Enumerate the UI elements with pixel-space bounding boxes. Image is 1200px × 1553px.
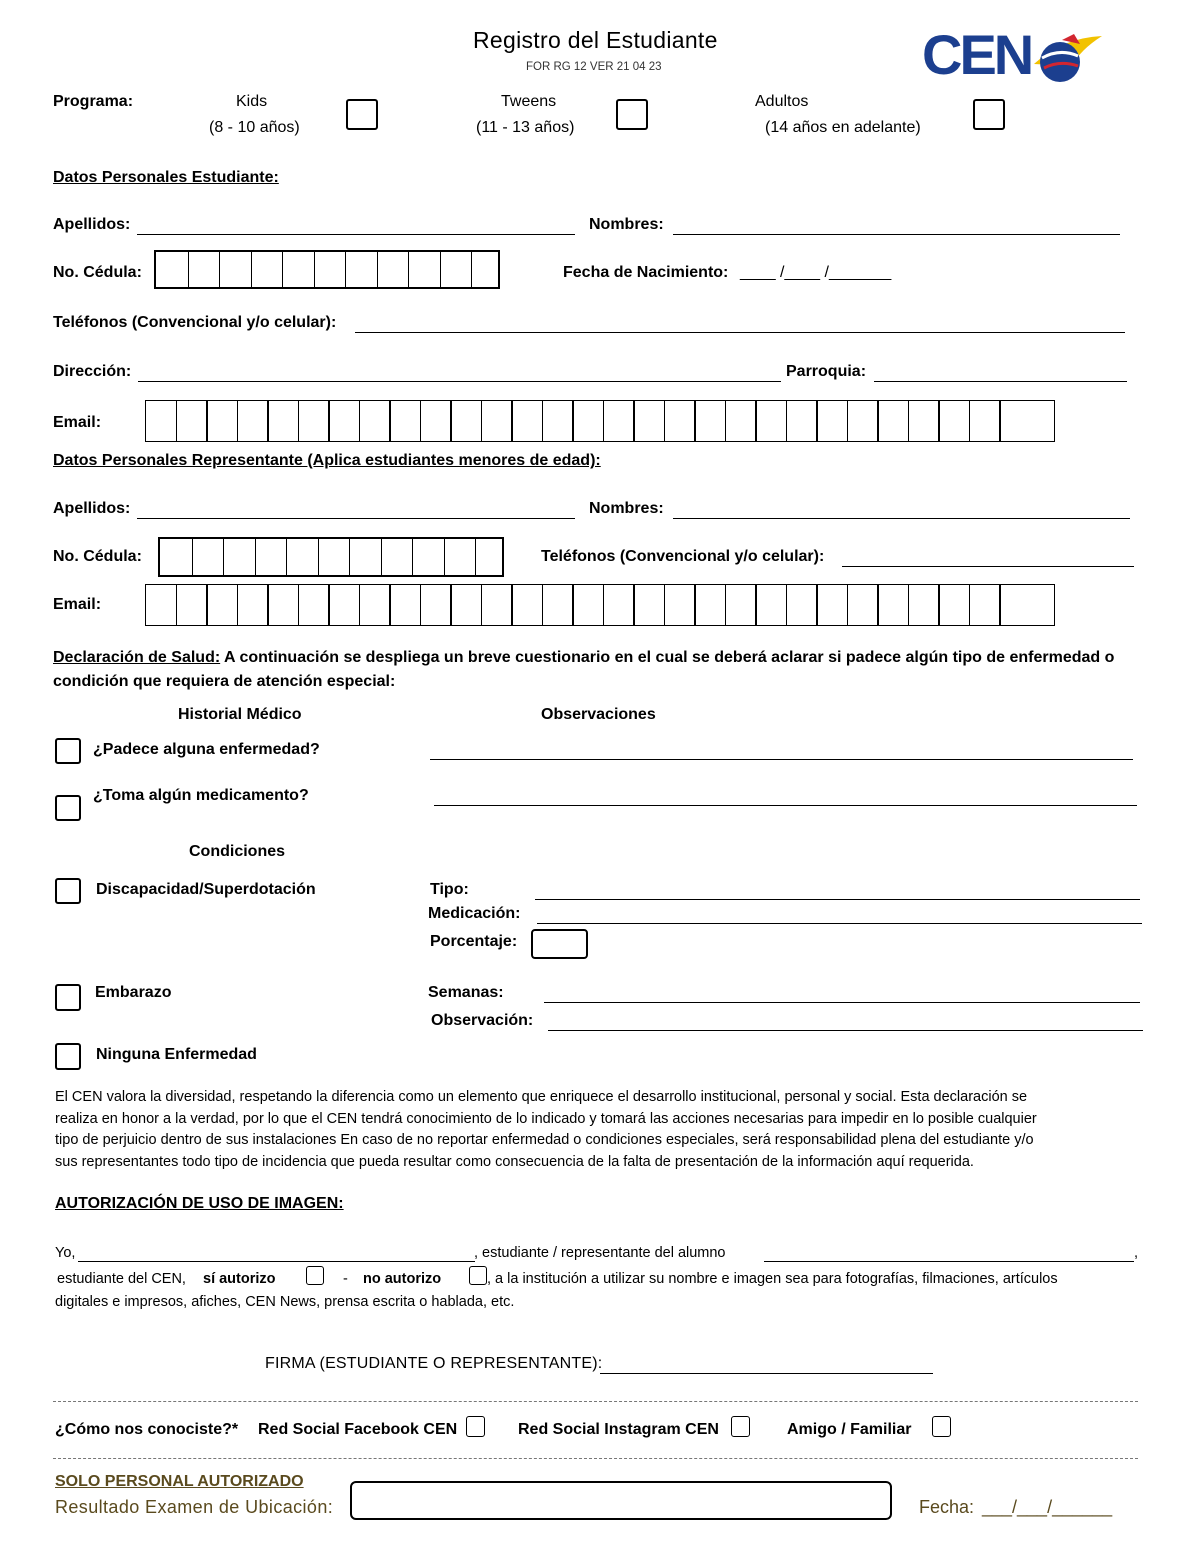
source-instagram-checkbox[interactable] xyxy=(731,1416,750,1437)
staff-result-field[interactable] xyxy=(350,1481,892,1520)
staff-heading: SOLO PERSONAL AUTORIZADO xyxy=(55,1473,304,1490)
program-tweens-checkbox[interactable] xyxy=(616,99,648,130)
program-label: Programa: xyxy=(53,93,134,110)
declaration-text xyxy=(55,1087,1145,1173)
q2-checkbox[interactable] xyxy=(55,795,81,821)
medicacion-field[interactable] xyxy=(537,923,1142,924)
program-kids-name: Kids xyxy=(236,93,268,110)
image-use-student-field[interactable] xyxy=(764,1261,1134,1262)
staff-result-label: Resultado Examen de Ubicación: xyxy=(55,1497,334,1517)
student-nombres-label: Nombres: xyxy=(589,216,664,233)
student-birthdate-field[interactable]: ____ /____ /_______ xyxy=(740,264,892,281)
student-parroquia-label: Parroquia: xyxy=(786,363,867,380)
form-title: Registro del Estudiante xyxy=(473,27,718,53)
student-telefonos-label: Teléfonos (Convencional y/o celular): xyxy=(53,314,337,331)
q1-checkbox[interactable] xyxy=(55,738,81,764)
image-use-si-label: sí autorizo xyxy=(203,1271,276,1287)
globe-icon xyxy=(1032,30,1104,84)
image-use-comma: , xyxy=(1134,1245,1139,1261)
source-friend-checkbox[interactable] xyxy=(932,1416,951,1437)
image-use-si-checkbox[interactable] xyxy=(306,1266,324,1285)
student-apellidos-label: Apellidos: xyxy=(53,216,131,233)
rep-email-label: Email: xyxy=(53,596,102,613)
q1-label: ¿Padece alguna enfermedad? xyxy=(93,741,320,758)
cen-logo xyxy=(922,23,1102,88)
medicacion-label: Medicación: xyxy=(428,905,521,922)
program-tweens-name: Tweens xyxy=(501,93,557,110)
history-title: Historial Médico xyxy=(178,706,302,723)
program-tweens-range: (11 - 13 años) xyxy=(476,119,575,136)
signature-field[interactable] xyxy=(600,1373,933,1374)
observacion-label: Observación: xyxy=(431,1012,534,1029)
disability-label: Discapacidad/Superdotación xyxy=(96,881,316,898)
rep-apellidos-label: Apellidos: xyxy=(53,500,131,517)
student-direccion-field[interactable] xyxy=(138,381,781,382)
rep-apellidos-field[interactable] xyxy=(137,518,575,519)
image-use-no-label: no autorizo xyxy=(363,1271,442,1287)
student-telefonos-field[interactable] xyxy=(355,332,1125,333)
program-kids-range: (8 - 10 años) xyxy=(209,119,300,136)
student-direccion-label: Dirección: xyxy=(53,363,132,380)
q2-observation-field[interactable] xyxy=(434,805,1137,806)
declaration-line-3: tipo de perjuicio dentro de sus instalaciones En caso de no reportar enfermedad o condiciones especiales, será responsabilidad plena del estudiante y/o xyxy=(55,1132,1034,1148)
student-birthdate-label: Fecha de Nacimiento: xyxy=(563,264,729,281)
image-use-student-of: estudiante del CEN, xyxy=(57,1271,186,1287)
separator-top xyxy=(53,1401,1138,1402)
student-apellidos-field[interactable] xyxy=(137,234,575,235)
declaration-line-2: realiza en honor a la verdad, por lo que el CEN tendrá conocimiento de lo indicado y tomará las acciones necesarias para impedir en lo posible cualquier xyxy=(55,1110,1037,1127)
image-use-no-checkbox[interactable] xyxy=(469,1266,487,1285)
program-kids-checkbox[interactable] xyxy=(346,99,378,130)
program-adultos-checkbox[interactable] xyxy=(973,99,1005,130)
health-heading: Declaración de Salud: xyxy=(53,649,221,666)
none-checkbox[interactable] xyxy=(55,1043,81,1070)
declaration-line-1: El CEN valora la diversidad, respetando la diferencia como un elemento que enriquece el desarrollo institucional, personal y social. Esta declaración se xyxy=(55,1089,1028,1105)
semanas-field[interactable] xyxy=(544,1002,1140,1003)
rep-telefonos-field[interactable] xyxy=(842,566,1134,567)
q1-observation-field[interactable] xyxy=(430,759,1133,760)
health-intro-text: A continuación se despliega un breve cuestionario en el cual se deberá aclarar si padece algún tipo de enfermedad o condición que requiera de atención especial: xyxy=(53,649,1115,690)
q2-label: ¿Toma algún medicamento? xyxy=(93,787,309,804)
pregnancy-label: Embarazo xyxy=(95,984,172,1001)
separator-bottom xyxy=(53,1458,1138,1459)
declaration-line-4: sus representantes todo tipo de incidencia que pueda resultar como consecuencia de la falta de presentación de la información aquí requerida. xyxy=(55,1153,974,1170)
student-cedula-grid[interactable] xyxy=(154,250,500,289)
student-nombres-field[interactable] xyxy=(673,234,1120,235)
conditions-title: Condiciones xyxy=(189,843,286,860)
student-email-grid[interactable] xyxy=(145,400,1055,442)
student-heading: Datos Personales Estudiante: xyxy=(53,169,279,186)
source-instagram-label: Red Social Instagram CEN xyxy=(518,1421,719,1438)
image-use-rest-2: digitales e impresos, afiches, CEN News, prensa escrita o hablada, etc. xyxy=(55,1294,515,1310)
porcentaje-field[interactable] xyxy=(531,929,588,959)
rep-telefonos-label: Teléfonos (Convencional y/o celular): xyxy=(541,548,825,565)
image-use-yo: Yo, xyxy=(55,1245,76,1261)
semanas-label: Semanas: xyxy=(428,984,504,1001)
pregnancy-checkbox[interactable] xyxy=(55,984,81,1011)
student-parroquia-field[interactable] xyxy=(874,381,1127,382)
staff-date-label: Fecha: xyxy=(919,1497,975,1517)
health-intro xyxy=(53,646,1153,694)
tipo-field[interactable] xyxy=(535,899,1140,900)
source-question: ¿Cómo nos conociste?* xyxy=(55,1421,239,1438)
student-cedula-label: No. Cédula: xyxy=(53,264,142,281)
student-email-label: Email: xyxy=(53,414,102,431)
rep-cedula-grid[interactable] xyxy=(158,537,504,577)
tipo-label: Tipo: xyxy=(430,881,469,898)
image-use-dash: - xyxy=(343,1271,348,1287)
rep-nombres-label: Nombres: xyxy=(589,500,664,517)
image-use-mid: , estudiante / representante del alumno xyxy=(474,1245,726,1261)
porcentaje-label: Porcentaje: xyxy=(430,933,518,950)
observations-title: Observaciones xyxy=(541,706,656,723)
rep-email-grid[interactable] xyxy=(145,584,1055,626)
disability-checkbox[interactable] xyxy=(55,878,81,904)
source-facebook-label: Red Social Facebook CEN xyxy=(258,1421,458,1438)
program-adultos-range: (14 años en adelante) xyxy=(765,119,921,136)
staff-date-field[interactable]: ___/___/______ xyxy=(982,1497,1113,1517)
source-facebook-checkbox[interactable] xyxy=(466,1416,485,1437)
observacion-field[interactable] xyxy=(548,1030,1143,1031)
rep-heading: Datos Personales Representante (Aplica estudiantes menores de edad): xyxy=(53,452,601,469)
form-code: FOR RG 12 VER 21 04 23 xyxy=(526,61,662,73)
rep-nombres-field[interactable] xyxy=(673,518,1130,519)
signature-label: FIRMA (ESTUDIANTE O REPRESENTANTE): xyxy=(265,1355,603,1372)
source-friend-label: Amigo / Familiar xyxy=(787,1421,912,1438)
none-label: Ninguna Enfermedad xyxy=(96,1046,257,1063)
rep-cedula-label: No. Cédula: xyxy=(53,548,142,565)
image-use-name-field[interactable] xyxy=(78,1261,475,1262)
image-use-rest-1: , a la institución a utilizar su nombre e imagen sea para fotografías, filmaciones, artículos xyxy=(487,1271,1058,1287)
cen-logo-text: CEN xyxy=(922,23,1032,86)
image-use-heading: AUTORIZACIÓN DE USO DE IMAGEN: xyxy=(55,1195,344,1212)
program-adultos-name: Adultos xyxy=(755,93,809,110)
